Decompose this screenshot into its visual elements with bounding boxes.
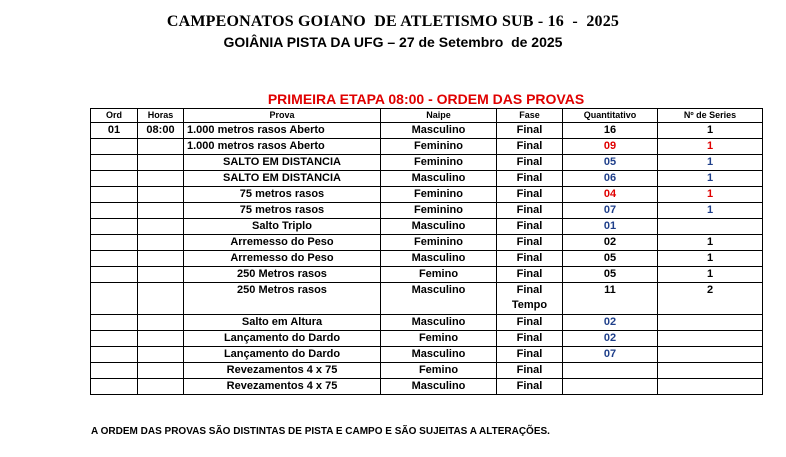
table-row (91, 283, 763, 315)
table-row (91, 363, 763, 379)
cell-ord (91, 171, 138, 187)
cell-series: 1 (658, 267, 763, 283)
cell-series (658, 219, 763, 235)
cell-series (658, 315, 763, 331)
cell-naipe: Feminino (381, 155, 497, 171)
cell-quantitativo: 05 (563, 251, 658, 267)
table-row (91, 267, 763, 283)
table-row (91, 251, 763, 267)
cell-series (658, 363, 763, 379)
cell-quantitativo: 02 (563, 235, 658, 251)
cell-fase (497, 219, 563, 235)
table-row (91, 235, 763, 251)
cell-fase (497, 171, 563, 187)
cell-fase (497, 347, 563, 363)
cell-horas (138, 267, 184, 283)
cell-series: 2 (658, 283, 763, 315)
cell-quantitativo: 06 (563, 171, 658, 187)
document-title: CAMPEONATOS GOIANO DE ATLETISMO SUB - 16 - 2025 (166, 13, 620, 30)
cell-fase (497, 251, 563, 267)
fase-label: Final (516, 156, 543, 168)
cell-naipe: Masculino (381, 251, 497, 267)
cell-fase (497, 203, 563, 219)
cell-ord (91, 139, 138, 155)
cell-prova: Arremesso do Peso (184, 235, 381, 251)
cell-fase (497, 363, 563, 379)
fase-label: Final (516, 140, 543, 152)
table-row (91, 139, 763, 155)
fase-label: Final (516, 220, 543, 232)
cell-horas (138, 171, 184, 187)
cell-prova: 250 Metros rasos (184, 283, 381, 315)
fase-label: Final (516, 252, 543, 264)
cell-prova: SALTO EM DISTANCIA (184, 171, 381, 187)
cell-naipe: Masculino (381, 379, 497, 395)
cell-horas (138, 251, 184, 267)
cell-prova: Lançamento do Dardo (184, 347, 381, 363)
col-header-series: Nº de Series (658, 109, 763, 123)
table-row (91, 379, 763, 395)
cell-horas (138, 331, 184, 347)
cell-quantitativo: 01 (563, 219, 658, 235)
cell-prova: SALTO EM DISTANCIA (184, 155, 381, 171)
col-header-quantitativo: Quantitativo (563, 109, 658, 123)
cell-ord (91, 363, 138, 379)
cell-ord (91, 379, 138, 395)
cell-prova: 75 metros rasos (184, 203, 381, 219)
cell-prova: 250 Metros rasos (184, 267, 381, 283)
fase-label: Final (516, 284, 543, 296)
cell-horas (138, 219, 184, 235)
cell-quantitativo: 07 (563, 347, 658, 363)
cell-prova: Revezamentos 4 x 75 (184, 363, 381, 379)
cell-fase (497, 155, 563, 171)
cell-series: 1 (658, 171, 763, 187)
cell-series: 1 (658, 235, 763, 251)
cell-naipe: Masculino (381, 219, 497, 235)
cell-horas (138, 347, 184, 363)
cell-quantitativo: 07 (563, 203, 658, 219)
cell-series: 1 (658, 139, 763, 155)
cell-naipe: Masculino (381, 283, 497, 315)
table-row (91, 219, 763, 235)
cell-fase (497, 331, 563, 347)
document-subtitle: GOIÂNIA PISTA DA UFG – 27 de Setembro de 2025 (223, 34, 563, 50)
table-row (91, 155, 763, 171)
cell-ord (91, 235, 138, 251)
cell-quantitativo: 05 (563, 267, 658, 283)
table-row (91, 315, 763, 331)
cell-horas (138, 203, 184, 219)
cell-naipe: Masculino (381, 123, 497, 139)
cell-naipe: Feminino (381, 203, 497, 219)
fase-label: Final (516, 316, 543, 328)
fase-label: Final (516, 124, 543, 136)
cell-ord (91, 347, 138, 363)
cell-ord (91, 315, 138, 331)
col-header-naipe: Naipe (381, 109, 497, 123)
cell-quantitativo: 04 (563, 187, 658, 203)
table-row (91, 331, 763, 347)
cell-ord (91, 251, 138, 267)
cell-naipe: Feminino (381, 235, 497, 251)
cell-fase (497, 139, 563, 155)
cell-prova: Salto Triplo (184, 219, 381, 235)
cell-quantitativo: 16 (563, 123, 658, 139)
cell-ord (91, 267, 138, 283)
cell-fase (497, 283, 563, 315)
cell-naipe: Feminino (381, 187, 497, 203)
cell-fase (497, 123, 563, 139)
cell-horas (138, 139, 184, 155)
cell-naipe: Feminino (381, 139, 497, 155)
cell-naipe: Femino (381, 267, 497, 283)
table-row (91, 187, 763, 203)
cell-series: 1 (658, 203, 763, 219)
cell-ord (91, 331, 138, 347)
fase-label: Final (516, 188, 543, 200)
col-header-horas: Horas (138, 109, 184, 123)
fase-label: Final (516, 348, 543, 360)
cell-series: 1 (658, 187, 763, 203)
fase-label: Final (516, 364, 543, 376)
cell-horas (138, 155, 184, 171)
cell-naipe: Femino (381, 331, 497, 347)
cell-quantitativo (563, 379, 658, 395)
cell-horas (138, 235, 184, 251)
cell-ord: 01 (91, 123, 138, 139)
cell-series: 1 (658, 123, 763, 139)
cell-prova: 75 metros rasos (184, 187, 381, 203)
cell-ord (91, 203, 138, 219)
cell-horas (138, 363, 184, 379)
table-row (91, 347, 763, 363)
table-header-row (91, 109, 763, 123)
table-body (91, 123, 763, 395)
fase-label: Final (516, 332, 543, 344)
cell-fase (497, 379, 563, 395)
cell-quantitativo: 02 (563, 315, 658, 331)
cell-naipe: Masculino (381, 347, 497, 363)
cell-horas (138, 187, 184, 203)
cell-series: 1 (658, 155, 763, 171)
table-row (91, 203, 763, 219)
cell-horas (138, 315, 184, 331)
cell-ord (91, 187, 138, 203)
cell-naipe: Femino (381, 363, 497, 379)
cell-prova: Revezamentos 4 x 75 (184, 379, 381, 395)
cell-fase (497, 235, 563, 251)
cell-horas (138, 283, 184, 315)
cell-series (658, 331, 763, 347)
cell-ord (91, 283, 138, 315)
cell-prova: Lançamento do Dardo (184, 331, 381, 347)
cell-fase (497, 187, 563, 203)
cell-series (658, 379, 763, 395)
footer-note: A ORDEM DAS PROVAS SÃO DISTINTAS DE PISTA E CAMPO E SÃO SUJEITAS A ALTERAÇÕES. (91, 426, 550, 437)
cell-ord (91, 219, 138, 235)
fase-label: Final (516, 380, 543, 392)
cell-series: 1 (658, 251, 763, 267)
col-header-ord: Ord (91, 109, 138, 123)
fase-label-secondary: Tempo (511, 299, 548, 311)
stage-title: PRIMEIRA ETAPA 08:00 - ORDEM DAS PROVAS (267, 91, 585, 107)
cell-prova: 1.000 metros rasos Aberto (184, 123, 381, 139)
col-header-fase: Fase (497, 109, 563, 123)
cell-quantitativo: 09 (563, 139, 658, 155)
table-row (91, 123, 763, 139)
cell-horas (138, 379, 184, 395)
cell-quantitativo (563, 363, 658, 379)
cell-quantitativo: 11 (563, 283, 658, 315)
cell-naipe: Masculino (381, 315, 497, 331)
cell-quantitativo: 02 (563, 331, 658, 347)
fase-label: Final (516, 268, 543, 280)
cell-fase (497, 267, 563, 283)
cell-prova: 1.000 metros rasos Aberto (184, 139, 381, 155)
cell-ord (91, 155, 138, 171)
events-table (90, 108, 763, 395)
fase-label: Final (516, 204, 543, 216)
cell-fase (497, 315, 563, 331)
col-header-prova: Prova (184, 109, 381, 123)
cell-naipe: Masculino (381, 171, 497, 187)
cell-series (658, 347, 763, 363)
cell-prova: Salto em Altura (184, 315, 381, 331)
cell-quantitativo: 05 (563, 155, 658, 171)
cell-prova: Arremesso do Peso (184, 251, 381, 267)
table-row (91, 171, 763, 187)
fase-label: Final (516, 172, 543, 184)
fase-label: Final (516, 236, 543, 248)
cell-horas: 08:00 (138, 123, 184, 139)
